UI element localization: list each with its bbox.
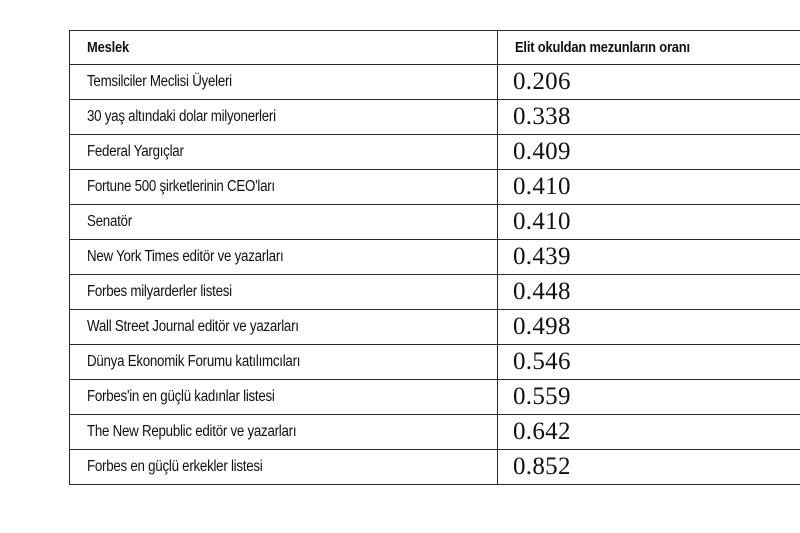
header-profession	[70, 31, 498, 65]
elite-school-graduates-table	[69, 30, 800, 485]
rate-cell: 0.448	[498, 275, 800, 310]
profession-cell: Federal Yargıçlar	[70, 135, 498, 170]
rate-cell: 0.559	[498, 380, 800, 415]
header-rate	[498, 31, 800, 65]
table-row	[70, 275, 800, 310]
table-row	[70, 415, 800, 450]
table-row	[70, 100, 800, 135]
profession-cell: Dünya Ekonomik Forumu katılımcıları	[70, 345, 498, 380]
profession-cell: Forbes milyarderler listesi	[70, 275, 498, 310]
header-rate-label: Elit okuldan mezunların oranı	[515, 39, 690, 56]
table-row	[70, 170, 800, 205]
profession-cell: The New Republic editör ve yazarları	[70, 415, 498, 450]
table-row	[70, 380, 800, 415]
rate-cell: 0.338	[498, 100, 800, 135]
rate-cell: 0.410	[498, 205, 800, 240]
rate-cell: 0.410	[498, 170, 800, 205]
table-row	[70, 450, 800, 485]
table-row	[70, 310, 800, 345]
profession-cell: New York Times editör ve yazarları	[70, 240, 498, 275]
table-row	[70, 135, 800, 170]
rate-cell: 0.546	[498, 345, 800, 380]
rate-cell: 0.498	[498, 310, 800, 345]
table-row	[70, 205, 800, 240]
profession-cell: Fortune 500 şirketlerinin CEO'ları	[70, 170, 498, 205]
rate-cell: 0.439	[498, 240, 800, 275]
header-profession-label: Meslek	[87, 39, 130, 56]
rate-cell: 0.642	[498, 415, 800, 450]
table-row	[70, 240, 800, 275]
profession-cell: Forbes'in en güçlü kadınlar listesi	[70, 380, 498, 415]
profession-cell: Senatör	[70, 205, 498, 240]
data-table-container	[69, 30, 800, 485]
profession-cell: Temsilciler Meclisi Üyeleri	[70, 65, 498, 100]
profession-cell: Forbes en güçlü erkekler listesi	[70, 450, 498, 485]
rate-cell: 0.409	[498, 135, 800, 170]
rate-cell: 0.852	[498, 450, 800, 485]
profession-cell: Wall Street Journal editör ve yazarları	[70, 310, 498, 345]
table-row	[70, 345, 800, 380]
profession-cell: 30 yaş altındaki dolar milyonerleri	[70, 100, 498, 135]
table-header-row	[70, 31, 800, 65]
rate-cell: 0.206	[498, 65, 800, 100]
table-row	[70, 65, 800, 100]
